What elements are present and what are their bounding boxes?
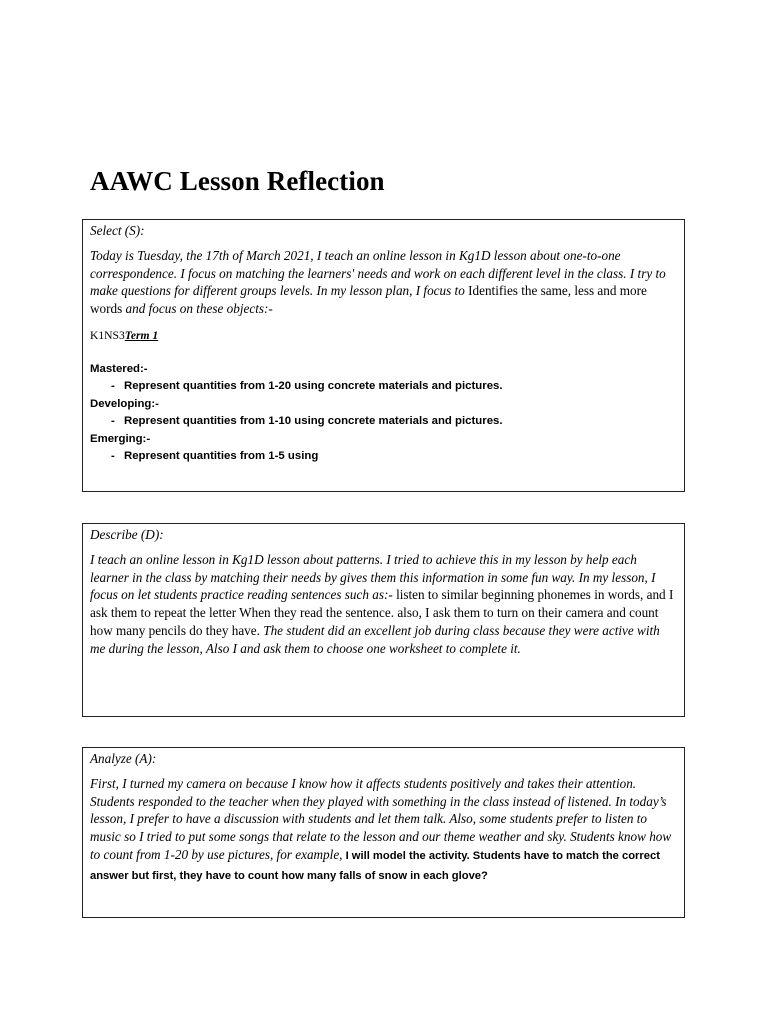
describe-heading: Describe (D): — [90, 527, 164, 542]
select-paragraph-plain: Identifies the same, less and more words — [90, 283, 647, 317]
describe-paragraph — [90, 551, 677, 657]
outcome-code-term: Term 1 — [124, 328, 159, 342]
bullet-dash: - — [111, 380, 115, 393]
level-list — [90, 361, 677, 466]
outcome-code — [90, 327, 677, 344]
outcome-code-prefix: K1NS3 — [90, 328, 125, 342]
analyze-section — [82, 747, 685, 918]
describe-paragraph-italic: I teach an online lesson in Kg1D lesson about patterns. I tried to achieve this in my lesson by help each learner in the class by matching their needs by gives them this information in some fun way. In my lesson, I focus on let students practice reading sentences such as: — [90, 552, 656, 603]
select-paragraph-italic: Today is Tuesday, the 17th of March 2021, I teach an online lesson in Kg1D lesson about one-to-one correspondence. I focus on matching the learners' needs and work on each different level in the class. I try to make questions for different groups levels. In my lesson plan, I focus to — [90, 248, 666, 299]
level-bullet-text: Represent quantities from 1-10 using concrete materials and pictures. — [124, 415, 503, 428]
analyze-heading: Analyze (A): — [90, 751, 157, 766]
level-bullet-mastered — [90, 378, 677, 396]
describe-section — [82, 523, 685, 717]
page-title: AAWC Lesson Reflection — [90, 166, 385, 196]
describe-paragraph-plain: - listen to similar beginning phonemes in words, and I ask them to repeat the letter When they read the sentence. also, I ask them to turn on their camera and count how many pencils do they have. — [90, 587, 674, 638]
describe-paragraph-italic-end: The student did an excellent job during class because they were active with me during the lesson, Also I and ask them to choose one worksheet to complete it. — [90, 622, 660, 656]
level-bullet-text: Represent quantities from 1-5 using — [124, 450, 319, 463]
select-paragraph-italic-end: and focus on these objects:- — [122, 301, 273, 317]
level-label-developing: Developing:- — [90, 397, 159, 410]
spacer — [90, 344, 677, 361]
analyze-paragraph — [90, 775, 677, 885]
level-bullet-developing — [90, 413, 677, 431]
level-label-emerging: Emerging:- — [90, 432, 151, 445]
level-bullet-text: Represent quantities from 1-20 using concrete materials and pictures. — [124, 380, 503, 393]
bullet-dash: - — [111, 450, 115, 463]
analyze-paragraph-bold: I will model the activity. Students have to match the correct answer but first, they have to count how many falls of snow in each glove? — [90, 849, 660, 882]
select-heading: Select (S): — [90, 223, 145, 238]
level-bullet-emerging — [90, 448, 677, 466]
bullet-dash: - — [111, 415, 115, 428]
analyze-paragraph-italic: First, I turned my camera on because I know how it affects students positively and takes their attention. Students responded to the teacher when they played with something in the class instead of listened. In today’s lesson, I prefer to have a discussion with students and let them talk. Also, some students prefer to listen to music so I tried to put some songs that relate to the lesson and our theme weather and sky. Students know how to count from 1-20 by use pictures, for example, — [90, 776, 672, 862]
level-label-mastered: Mastered:- — [90, 362, 148, 375]
select-paragraph — [90, 247, 677, 318]
select-section — [82, 219, 685, 492]
